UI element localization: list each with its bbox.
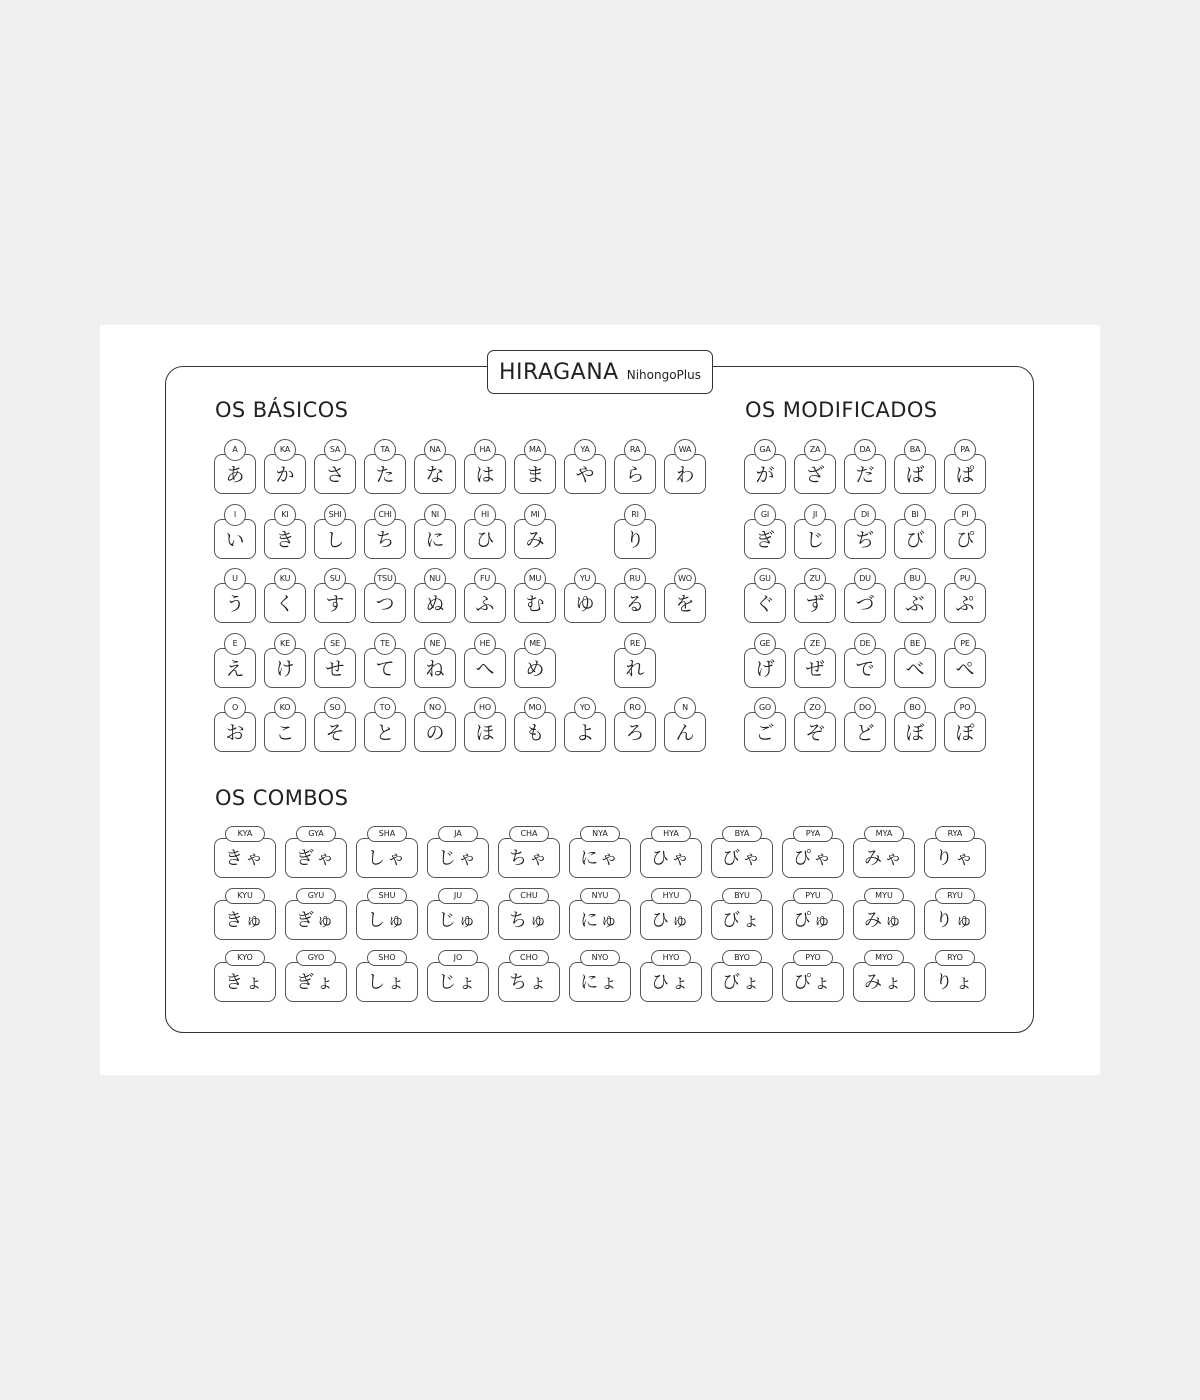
combo-kana: りゅ <box>935 910 975 931</box>
kana-char: も <box>525 722 545 744</box>
romaji-label: N <box>674 697 696 719</box>
combo-romaji-label: NYO <box>580 950 620 966</box>
romaji-label: BU <box>904 568 926 590</box>
romaji-label: PI <box>954 504 976 526</box>
romaji-label: BA <box>904 439 926 461</box>
romaji-label: SA <box>324 439 346 461</box>
combo-kana: ぎょ <box>296 972 336 993</box>
kana-char: ね <box>425 657 445 680</box>
combo-card <box>214 900 276 940</box>
page-title: HIRAGANA <box>499 359 619 385</box>
kana-char: き <box>275 528 295 551</box>
combo-kana: ちゃ <box>509 848 549 869</box>
combo-kana: にゃ <box>580 848 620 869</box>
kana-char: は <box>475 464 495 486</box>
combo-kana: りゃ <box>935 848 975 869</box>
kana-char: ず <box>805 593 825 615</box>
combo-romaji-label: SHO <box>367 950 407 966</box>
section-heading-combos: OS COMBOS <box>215 786 349 810</box>
combo-romaji-label: PYO <box>793 950 833 966</box>
romaji-label: ZE <box>804 633 826 655</box>
kana-char: ぽ <box>955 722 975 744</box>
romaji-label: TA <box>374 439 396 461</box>
combo-card <box>569 900 631 940</box>
romaji-label: MO <box>524 697 546 719</box>
combo-card <box>498 838 560 878</box>
combo-romaji-label: JO <box>438 950 478 966</box>
combo-card <box>427 900 489 940</box>
kana-char: ぴ <box>955 528 975 551</box>
romaji-label: HO <box>474 697 496 719</box>
kana-char: に <box>425 528 445 551</box>
combo-romaji-label: MYO <box>864 950 904 966</box>
combo-romaji-label: BYO <box>722 950 762 966</box>
combo-kana: ぴょ <box>793 972 833 993</box>
combo-romaji-label: SHU <box>367 888 407 904</box>
romaji-label: SU <box>324 568 346 590</box>
kana-char: ば <box>905 464 925 486</box>
combo-kana: ちょ <box>509 972 549 993</box>
combo-card <box>214 838 276 878</box>
kana-char: ら <box>625 464 645 486</box>
combo-kana: しゃ <box>367 848 407 869</box>
kana-char: ろ <box>625 722 645 744</box>
romaji-label: TSU <box>374 568 396 590</box>
kana-char: ぼ <box>905 722 925 744</box>
combo-kana: みゅ <box>864 910 904 931</box>
combo-kana: きゅ <box>225 910 265 931</box>
combo-card <box>640 838 702 878</box>
brand-name: NihongoPlus <box>626 368 701 382</box>
combo-card <box>285 962 347 1002</box>
kana-char: ち <box>375 528 395 551</box>
combo-card <box>853 838 915 878</box>
kana-char: あ <box>225 464 245 486</box>
romaji-label: CHI <box>374 504 396 526</box>
romaji-label: DI <box>854 504 876 526</box>
romaji-label: HA <box>474 439 496 461</box>
romaji-label: YU <box>574 568 596 590</box>
romaji-label: TO <box>374 697 396 719</box>
romaji-label: DA <box>854 439 876 461</box>
kana-char: ぺ <box>955 657 975 680</box>
combo-card <box>782 962 844 1002</box>
romaji-label: GO <box>754 697 776 719</box>
kana-char: ぷ <box>955 593 975 615</box>
combo-kana: ぴゅ <box>793 910 833 931</box>
romaji-label: SO <box>324 697 346 719</box>
kana-char: し <box>325 528 345 551</box>
kana-char: ゆ <box>575 593 595 615</box>
romaji-label: JI <box>804 504 826 526</box>
kana-char: ぱ <box>955 464 975 486</box>
combo-romaji-label: JA <box>438 826 478 842</box>
section-heading-basicos: OS BÁSICOS <box>215 398 349 422</box>
kana-char: け <box>275 657 295 680</box>
romaji-label: ZU <box>804 568 826 590</box>
kana-char: ふ <box>475 593 495 615</box>
romaji-label: NA <box>424 439 446 461</box>
romaji-label: FU <box>474 568 496 590</box>
kana-char: ご <box>755 722 775 744</box>
romaji-label: NU <box>424 568 446 590</box>
kana-char: せ <box>325 657 345 680</box>
kana-char: よ <box>575 722 595 744</box>
combo-kana: みゃ <box>864 848 904 869</box>
combo-kana: しゅ <box>367 910 407 931</box>
romaji-label: KU <box>274 568 296 590</box>
combo-kana: しょ <box>367 972 407 993</box>
kana-char: ぐ <box>755 593 775 615</box>
combo-card <box>427 962 489 1002</box>
kana-char: ぜ <box>805 657 825 680</box>
combo-card <box>285 900 347 940</box>
kana-char: わ <box>675 464 695 486</box>
romaji-label: U <box>224 568 246 590</box>
romaji-label: GI <box>754 504 776 526</box>
kana-char: む <box>525 593 545 615</box>
combo-card <box>924 900 986 940</box>
kana-char: め <box>525 657 545 680</box>
combo-kana: じょ <box>438 972 478 993</box>
romaji-label: KA <box>274 439 296 461</box>
combo-romaji-label: HYA <box>651 826 691 842</box>
kana-char: い <box>225 528 245 551</box>
romaji-label: MU <box>524 568 546 590</box>
combo-card <box>640 962 702 1002</box>
romaji-label: MA <box>524 439 546 461</box>
romaji-label: BE <box>904 633 926 655</box>
kana-char: び <box>905 528 925 551</box>
romaji-label: RO <box>624 697 646 719</box>
combo-romaji-label: NYA <box>580 826 620 842</box>
combo-romaji-label: GYA <box>296 826 336 842</box>
combo-card <box>569 838 631 878</box>
romaji-label: HI <box>474 504 496 526</box>
kana-char: て <box>375 657 395 680</box>
romaji-label: ME <box>524 633 546 655</box>
kana-char: ん <box>675 722 695 744</box>
kana-char: み <box>525 528 545 551</box>
combo-kana: じゅ <box>438 910 478 931</box>
combo-romaji-label: GYU <box>296 888 336 904</box>
combo-card <box>427 838 489 878</box>
romaji-label: RE <box>624 633 646 655</box>
kana-char: じ <box>805 528 825 551</box>
combo-romaji-label: NYU <box>580 888 620 904</box>
combo-card <box>853 900 915 940</box>
romaji-label: NE <box>424 633 446 655</box>
romaji-label: ZA <box>804 439 826 461</box>
romaji-label: PU <box>954 568 976 590</box>
combo-card <box>711 962 773 1002</box>
romaji-label: DE <box>854 633 876 655</box>
kana-char: ひ <box>475 528 495 551</box>
kana-char: ぢ <box>855 528 875 551</box>
combo-romaji-label: BYA <box>722 826 762 842</box>
combo-romaji-label: PYU <box>793 888 833 904</box>
combo-kana: じゃ <box>438 848 478 869</box>
combo-kana: びゃ <box>722 848 762 869</box>
kana-char: ま <box>525 464 545 486</box>
combo-romaji-label: JU <box>438 888 478 904</box>
combo-kana: りょ <box>935 972 975 993</box>
combo-card <box>924 962 986 1002</box>
kana-char: す <box>325 593 345 615</box>
romaji-label: RI <box>624 504 646 526</box>
romaji-label: HE <box>474 633 496 655</box>
combo-romaji-label: CHA <box>509 826 549 842</box>
combo-romaji-label: RYU <box>935 888 975 904</box>
kana-char: や <box>575 464 595 486</box>
romaji-label: PA <box>954 439 976 461</box>
romaji-label: GE <box>754 633 776 655</box>
romaji-label: KI <box>274 504 296 526</box>
combo-card <box>782 900 844 940</box>
combo-card <box>569 962 631 1002</box>
combo-kana: きょ <box>225 972 265 993</box>
combo-kana: びょ <box>722 972 762 993</box>
kana-char: へ <box>475 657 495 680</box>
combo-kana: にゅ <box>580 910 620 931</box>
combo-romaji-label: PYA <box>793 826 833 842</box>
romaji-label: RA <box>624 439 646 461</box>
kana-char: え <box>225 657 245 680</box>
combo-card <box>214 962 276 1002</box>
kana-char: げ <box>755 657 775 680</box>
romaji-label: KO <box>274 697 296 719</box>
kana-char: が <box>755 464 775 486</box>
kana-char: お <box>225 722 245 744</box>
combo-romaji-label: SHA <box>367 826 407 842</box>
romaji-label: RU <box>624 568 646 590</box>
kana-char: か <box>275 464 295 486</box>
romaji-label: O <box>224 697 246 719</box>
romaji-label: A <box>224 439 246 461</box>
combo-card <box>924 838 986 878</box>
romaji-label: PO <box>954 697 976 719</box>
romaji-label: YA <box>574 439 596 461</box>
title-box <box>487 350 713 394</box>
kana-char: の <box>425 722 445 744</box>
kana-char: ほ <box>475 722 495 744</box>
combo-card <box>853 962 915 1002</box>
kana-char: だ <box>855 464 875 486</box>
combo-romaji-label: GYO <box>296 950 336 966</box>
kana-char: で <box>855 657 875 680</box>
combo-romaji-label: KYA <box>225 826 265 842</box>
kana-char: と <box>375 722 395 744</box>
combo-romaji-label: HYO <box>651 950 691 966</box>
combo-romaji-label: RYO <box>935 950 975 966</box>
combo-romaji-label: KYU <box>225 888 265 904</box>
combo-kana: ひゃ <box>651 848 691 869</box>
kana-char: つ <box>375 593 395 615</box>
combo-kana: きゃ <box>225 848 265 869</box>
romaji-label: GA <box>754 439 776 461</box>
romaji-label: SE <box>324 633 346 655</box>
kana-char: を <box>675 593 695 615</box>
combo-kana: ぎゃ <box>296 848 336 869</box>
kana-char: そ <box>325 722 345 744</box>
kana-char: う <box>225 593 245 615</box>
combo-romaji-label: MYU <box>864 888 904 904</box>
combo-card <box>356 838 418 878</box>
romaji-label: BO <box>904 697 926 719</box>
combo-kana: ひゅ <box>651 910 691 931</box>
kana-char: る <box>625 593 645 615</box>
combo-romaji-label: MYA <box>864 826 904 842</box>
kana-char: く <box>275 593 295 615</box>
romaji-label: YO <box>574 697 596 719</box>
romaji-label: WA <box>674 439 696 461</box>
combo-card <box>285 838 347 878</box>
romaji-label: E <box>224 633 246 655</box>
combo-kana: びょ <box>722 910 762 931</box>
kana-char: れ <box>625 657 645 680</box>
kana-char: な <box>425 464 445 486</box>
combo-kana: ぎゅ <box>296 910 336 931</box>
romaji-label: WO <box>674 568 696 590</box>
romaji-label: NI <box>424 504 446 526</box>
combo-kana: ぴゃ <box>793 848 833 869</box>
kana-char: り <box>625 528 645 551</box>
combo-kana: にょ <box>580 972 620 993</box>
section-heading-modificados: OS MODIFICADOS <box>745 398 938 422</box>
kana-char: ぬ <box>425 593 445 615</box>
romaji-label: ZO <box>804 697 826 719</box>
combo-romaji-label: BYU <box>722 888 762 904</box>
combo-card <box>356 962 418 1002</box>
combo-card <box>356 900 418 940</box>
combo-romaji-label: CHU <box>509 888 549 904</box>
romaji-label: DO <box>854 697 876 719</box>
romaji-label: DU <box>854 568 876 590</box>
kana-char: ぎ <box>755 528 775 551</box>
kana-char: た <box>375 464 395 486</box>
combo-romaji-label: KYO <box>225 950 265 966</box>
kana-char: こ <box>275 722 295 744</box>
combo-card <box>640 900 702 940</box>
romaji-label: NO <box>424 697 446 719</box>
combo-romaji-label: RYA <box>935 826 975 842</box>
romaji-label: KE <box>274 633 296 655</box>
combo-card <box>498 900 560 940</box>
kana-char: ざ <box>805 464 825 486</box>
combo-romaji-label: HYU <box>651 888 691 904</box>
combo-card <box>711 900 773 940</box>
romaji-label: SHI <box>324 504 346 526</box>
combo-card <box>498 962 560 1002</box>
combo-kana: ちゅ <box>509 910 549 931</box>
romaji-label: MI <box>524 504 546 526</box>
combo-kana: みょ <box>864 972 904 993</box>
combo-card <box>711 838 773 878</box>
romaji-label: TE <box>374 633 396 655</box>
romaji-label: BI <box>904 504 926 526</box>
combo-card <box>782 838 844 878</box>
combo-kana: ひょ <box>651 972 691 993</box>
romaji-label: I <box>224 504 246 526</box>
kana-char: ど <box>855 722 875 744</box>
combo-romaji-label: CHO <box>509 950 549 966</box>
kana-char: ぞ <box>805 722 825 744</box>
kana-char: ぶ <box>905 593 925 615</box>
romaji-label: GU <box>754 568 776 590</box>
kana-char: さ <box>325 464 345 486</box>
kana-char: べ <box>905 657 925 680</box>
kana-char: づ <box>855 593 875 615</box>
romaji-label: PE <box>954 633 976 655</box>
